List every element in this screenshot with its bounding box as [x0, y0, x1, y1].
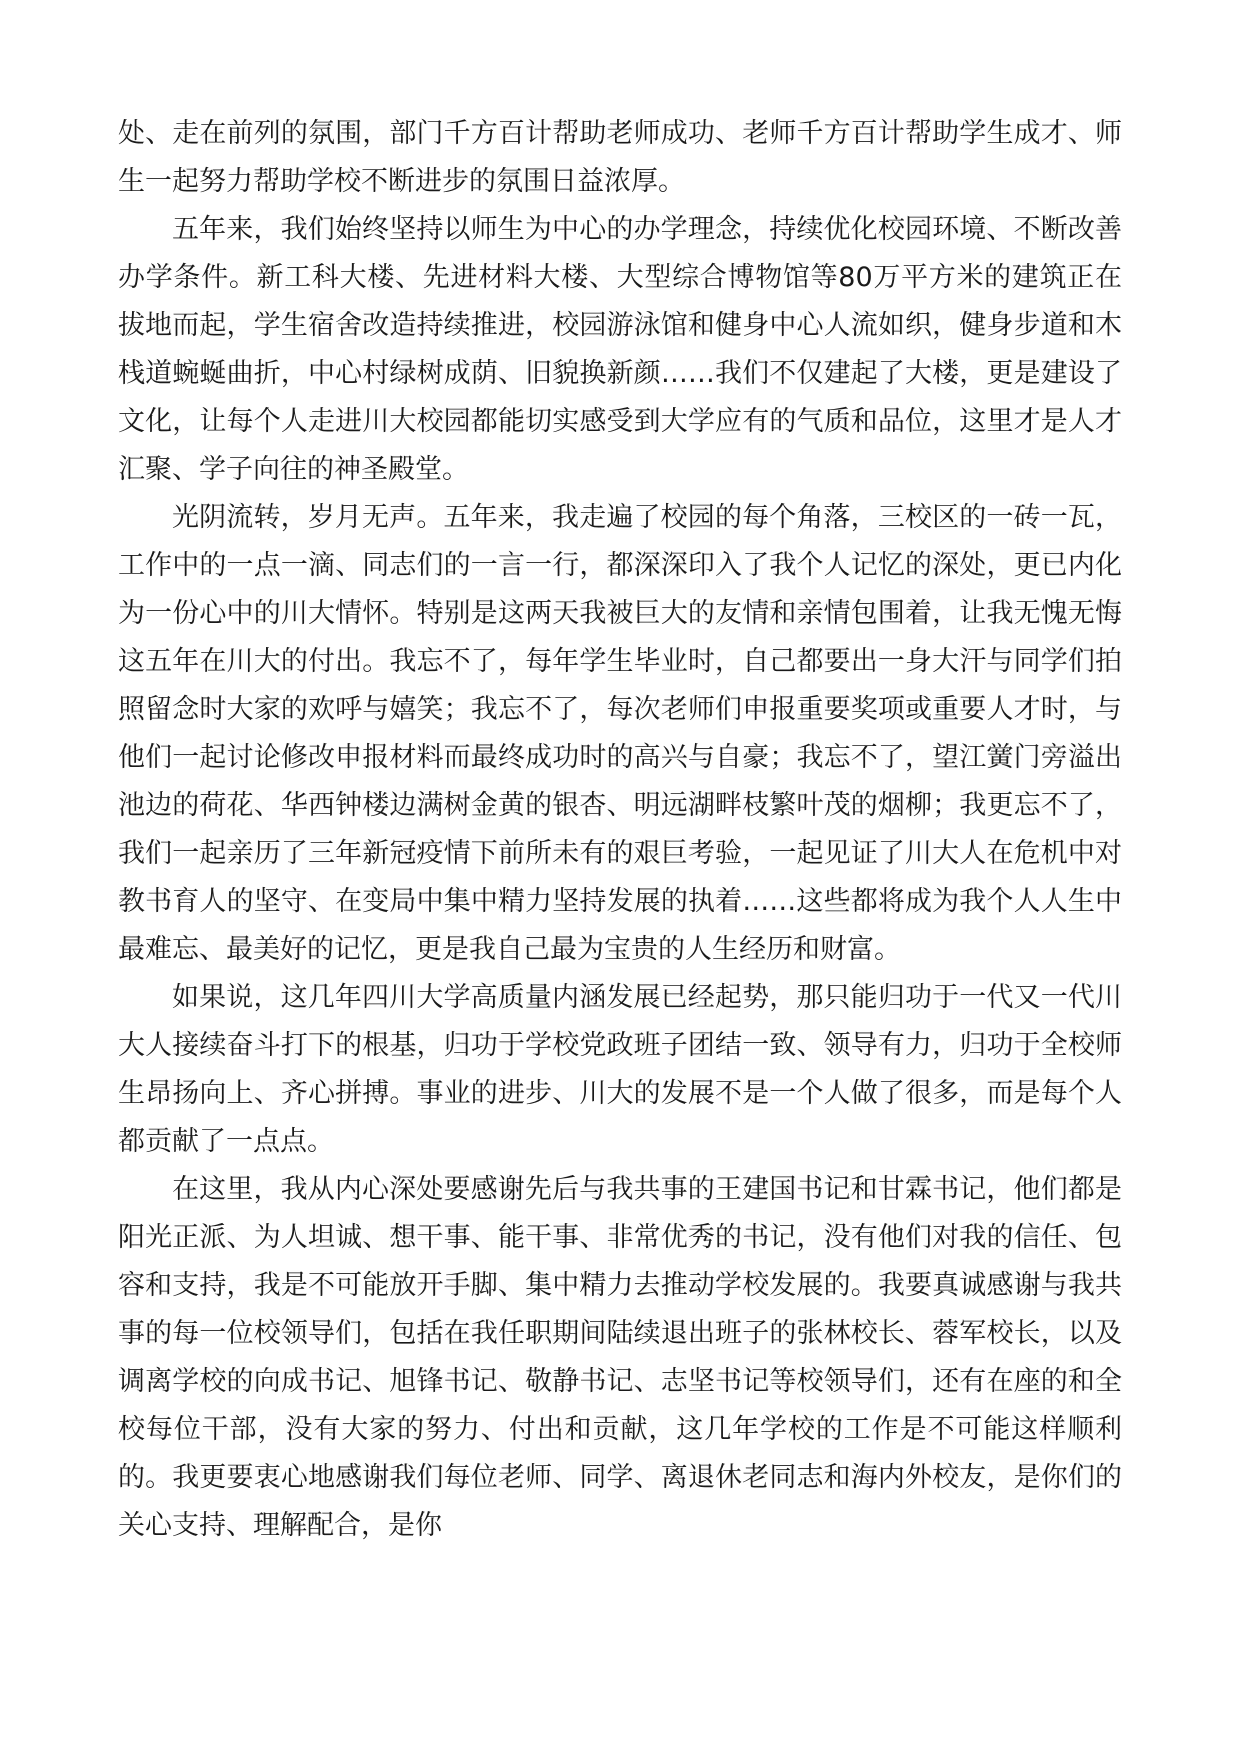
paragraph-5: 在这里，我从内心深处要感谢先后与我共事的王建国书记和甘霖书记，他们都是阳光正派、为人坦诚、想干事、能干事、非常优秀的书记，没有他们对我的信任、包容和支持，我是不可能放开手脚、集中精力去推动学校发展的。我要真诚感谢与我共事的每一位校领导们，包括在我任职期间陆续退出班子的张林校长、蓉军校长，以及调离学校的向成书记、旭锋书记、敬静书记、志坚书记等校领导们，还有在座的和全校每位干部，没有大家的努力、付出和贡献，这几年学校的工作是不可能这样顺利的。我更要衷心地感谢我们每位老师、同学、离退休老同志和海内外校友，是你们的关心支持、理解配合，是你	[118, 1174, 1122, 1541]
paragraph-1: 处、走在前列的氛围，部门千方百计帮助老师成功、老师千方百计帮助学生成才、师生一起努力帮助学校不断进步的氛围日益浓厚。	[118, 118, 1122, 197]
paragraph-3: 光阴流转，岁月无声。五年来，我走遍了校园的每个角落，三校区的一砖一瓦，工作中的一点一滴、同志们的一言一行，都深深印入了我个人记忆的深处，更已内化为一份心中的川大情怀。特别是这两天我被巨大的友情和亲情包围着，让我无愧无悔这五年在川大的付出。我忘不了，每年学生毕业时，自己都要出一身大汗与同学们拍照留念时大家的欢呼与嬉笑；我忘不了，每次老师们申报重要奖项或重要人才时，与他们一起讨论修改申报材料而最终成功时的高兴与自豪；我忘不了，望江黉门旁溢出池边的荷花、华西钟楼边满树金黄的银杏、明远湖畔枝繁叶茂的烟柳；我更忘不了，我们一起亲历了三年新冠疫情下前所未有的艰巨考验，一起见证了川大人在危机中对教书育人的坚守、在变局中集中精力坚持发展的执着……这些都将成为我个人人生中最难忘、最美好的记忆，更是我自己最为宝贵的人生经历和财富。	[118, 502, 1122, 965]
document-page	[118, 110, 1122, 1550]
paragraph-4: 如果说，这几年四川大学高质量内涵发展已经起势，那只能归功于一代又一代川大人接续奋斗打下的根基，归功于学校党政班子团结一致、领导有力，归功于全校师生昂扬向上、齐心拼搏。事业的进步、川大的发展不是一个人做了很多，而是每个人都贡献了一点点。	[118, 982, 1122, 1157]
paragraph-2: 五年来，我们始终坚持以师生为中心的办学理念，持续优化校园环境、不断改善办学条件。新工科大楼、先进材料大楼、大型综合博物馆等80万平方米的建筑正在拔地而起，学生宿舍改造持续推进，校园游泳馆和健身中心人流如织，健身步道和木栈道蜿蜒曲折，中心村绿树成荫、旧貌换新颜……我们不仅建起了大楼，更是建设了文化，让每个人走进川大校园都能切实感受到大学应有的气质和品位，这里才是人才汇聚、学子向往的神圣殿堂。	[118, 214, 1122, 485]
